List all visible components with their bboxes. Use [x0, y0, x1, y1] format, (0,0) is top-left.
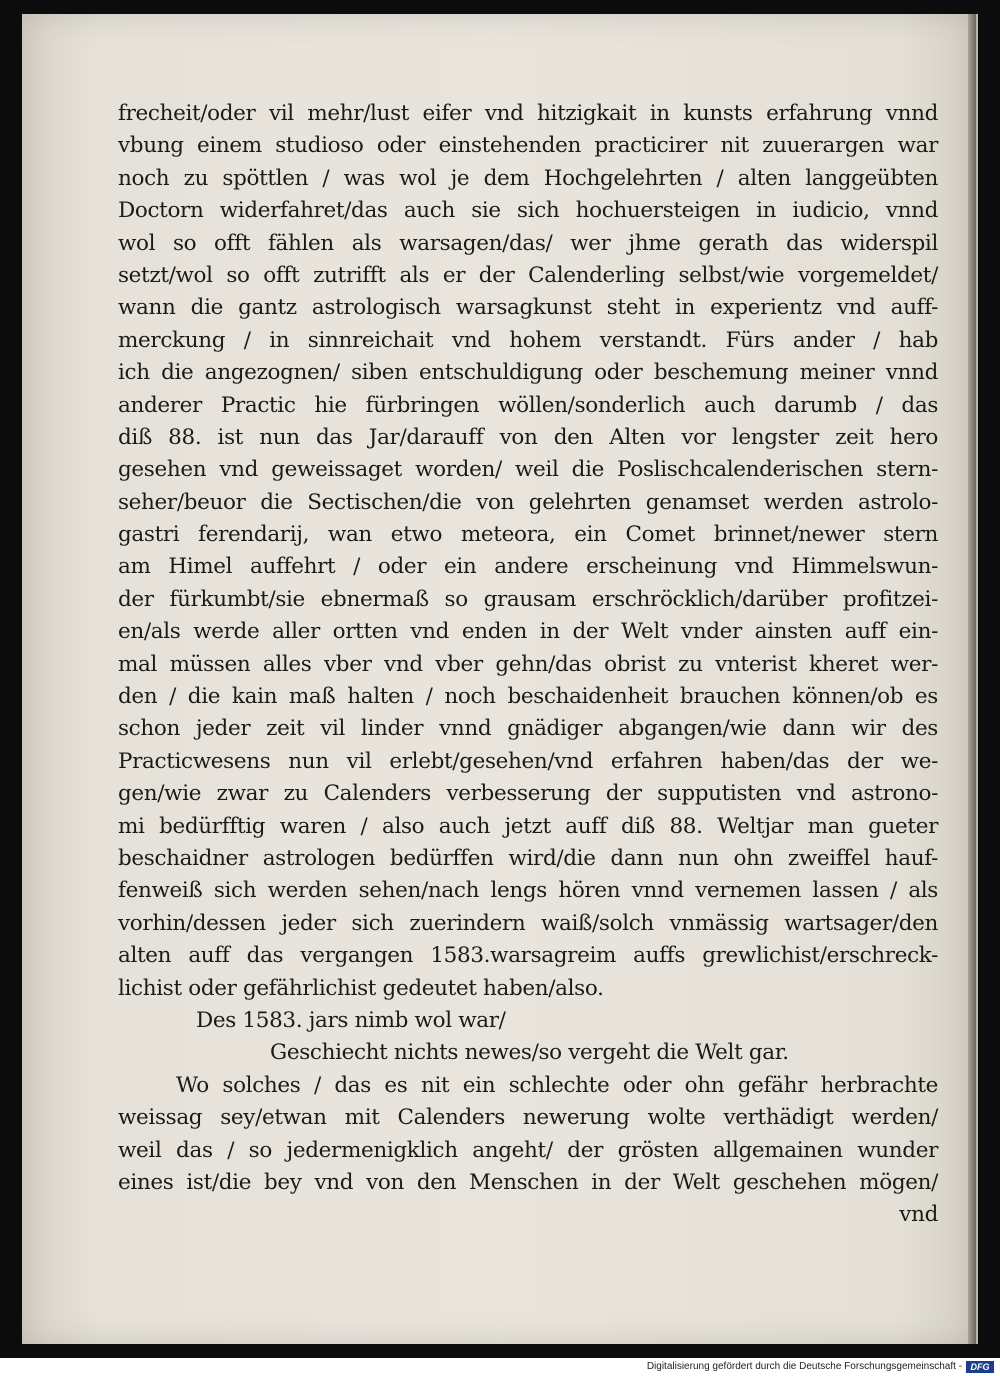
text-line: gastri ferendarij, wan etwo meteora, ein Comet brinnet/newer stern — [118, 522, 938, 548]
text-line: weissag sey/etwan mit Calenders newerung wolte verthädigt werden/ — [118, 1105, 938, 1131]
text-line: schon jeder zeit vil linder vnnd gnädiger abgangen/wie dann wir des — [118, 716, 938, 742]
text-line: anderer Practic hie fürbringen wöllen/sonderlich auch darumb / das — [118, 392, 938, 418]
catchword: vnd — [899, 1202, 938, 1228]
page-edge — [968, 14, 976, 1344]
text-line: frecheit/oder vil mehr/lust eifer vnd hitzigkait in kunsts erfahrung vnnd — [118, 101, 938, 126]
text-line: wol so offt fählen als warsagen/das/ wer jhme gerath das widerspil — [118, 230, 938, 256]
page-text — [118, 98, 938, 1232]
text-line: seher/beuor die Sectischen/die von gelehrten genamset werden astrolo- — [118, 489, 938, 515]
text-line: wann die gantz astrologisch warsagkunst steht in experientz vnd auff- — [118, 295, 938, 321]
text-line: eines ist/die bey vnd von den Menschen in der Welt geschehen mögen/ — [118, 1169, 938, 1195]
text-line: Doctorn widerfahret/das auch sie sich hochuersteigen in iudicio, vnnd — [118, 198, 938, 224]
text-line: mi bedürfftig waren / also auch jetzt auff diß 88. Weltjar man gueter — [118, 813, 938, 839]
text-line: fenweiß sich werden sehen/nach lengs hören vnnd vernemen lassen / als — [118, 878, 938, 904]
dfg-logo: DFG — [966, 1361, 994, 1373]
text-line: diß 88. ist nun das Jar/darauff von den Alten vor lengster zeit hero — [118, 424, 938, 450]
text-line: noch zu spöttlen / was wol je dem Hochgelehrten / alten langgeübten — [118, 165, 938, 191]
text-line: gesehen vnd geweissaget worden/ weil die Poslischcalenderischen stern- — [118, 457, 938, 483]
funding-credit: Digitalisierung gefördert durch die Deutsche Forschungsgemeinschaft - — [646, 1361, 962, 1372]
text-line: beschaidner astrologen bedürffen wird/die dann nun ohn zweiffel hauf- — [118, 845, 938, 871]
text-line: ich die angezognen/ siben entschuldigung oder beschemung meiner vnnd — [118, 360, 938, 386]
text-line: weil das / so jedermenigklich angeht/ der grösten allgemainen wunder — [118, 1137, 938, 1163]
text-line: mal müssen alles vber vnd vber gehn/das obrist zu vnterist kheret wer- — [118, 651, 938, 677]
text-line: am Himel auffehrt / oder ein andere erscheinung vnd Himmelswun- — [118, 554, 938, 580]
text-line: alten auff das vergangen 1583.warsagreim auffs grewlichist/erschreck- — [118, 943, 938, 969]
text-line: vorhin/dessen jeder sich zuerindern waiß/solch vnmässig wartsager/den — [118, 910, 938, 936]
text-line: gen/wie zwar zu Calenders verbesserung der supputisten vnd astrono- — [118, 781, 938, 807]
text-line: en/als werde aller ortten vnd enden in der Welt vnder ainsten auff ein- — [118, 619, 938, 645]
text-line: den / die kain maß halten / noch beschaidenheit brauchen können/ob es — [118, 684, 938, 710]
verse-line: Des 1583. jars nimb wol war/ — [196, 1007, 506, 1033]
footer-bar — [0, 1358, 1000, 1376]
text-line: merckung / in sinnreichait vnd hohem verstandt. Fürs ander / hab — [118, 327, 938, 353]
text-line: vbung einem studioso oder einstehenden practicirer nit zuuerargen war — [118, 133, 938, 159]
text-line: der fürkumbt/sie ebnermaß so grausam erschröcklich/darüber profitzei- — [118, 586, 938, 612]
text-line: Practicwesens nun vil erlebt/gesehen/vnd erfahren haben/das der we- — [118, 748, 938, 774]
text-line: lichist oder gefährlichist gedeutet haben/also. — [118, 975, 604, 1001]
text-line: Wo solches / das es nit ein schlechte oder ohn gefähr herbrachte — [176, 1072, 938, 1098]
text-line: setzt/wol so offt zutrifft als er der Calenderling selbst/wie vorgemeldet/ — [118, 262, 938, 288]
verse-line: Geschiecht nichts newes/so vergeht die Welt gar. — [270, 1040, 789, 1066]
